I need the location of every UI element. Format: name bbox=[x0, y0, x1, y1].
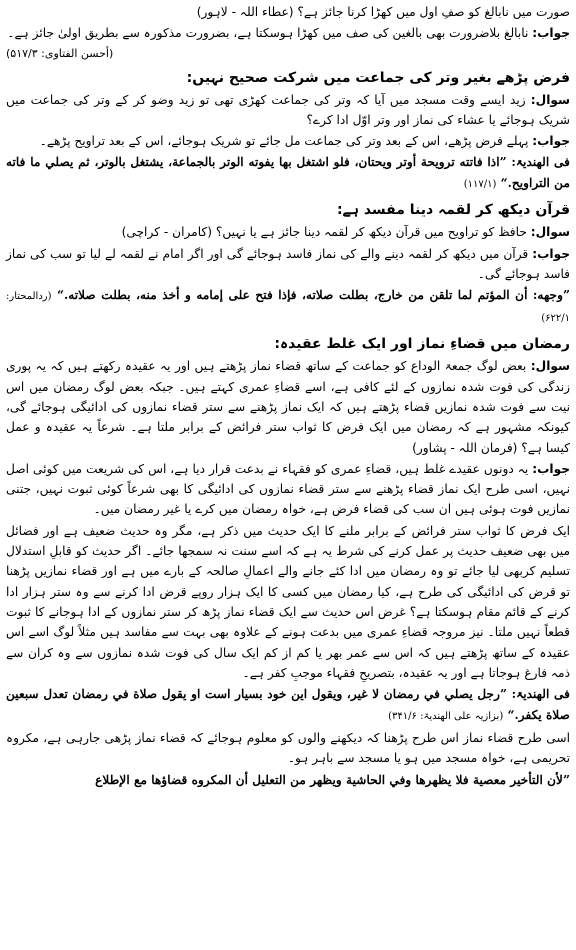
question-label: سوال: bbox=[530, 359, 571, 374]
citation-label: فی الھندیۃ: bbox=[511, 155, 570, 170]
document-page bbox=[6, 2, 570, 950]
question-label: سوال: bbox=[530, 92, 571, 107]
answer-text: پہلے فرض پڑھے، اس کے بعد وتر کی جماعت مل جائے تو شریک ہوجائے، اس کے بعد تراویح پڑھے۔ bbox=[39, 134, 529, 149]
answer-text: قرآن میں دیکھ کر لقمہ دینے والے کی نماز فاسد ہوجائے گی اور اگر امام نے لقمہ لے لیا تو سب کی نماز فاسد ہوجائے گی۔ bbox=[6, 246, 570, 282]
section3-heading: رمضان میں قضاءِ نماز اور ایک غلط عقیدہ: bbox=[274, 336, 570, 353]
section3-paragraph-2: اسی طرح قضاء نماز اس طرح پڑھنا کہ دیکھنے والوں کو معلوم ہوجائے کہ قضاء نماز پڑھی جارہی ہے، مکروہ تحریمی ہے، خواہ مسجد میں ہو یا مسجد سے باہر ہو۔ bbox=[6, 731, 570, 766]
section2-heading: قرآن دیکھ کر لقمہ دینا مفسد ہے: bbox=[336, 202, 570, 219]
section3-paragraph: ایک فرض کا ثواب ستر فرائض کے برابر ملنے کا ایک حدیث میں ذکر ہے، مگر وہ حدیث ضعیف ہے اور فضائل میں بھی ضعیف حدیث پر عمل کرنے کی شرط یہ ہے کہ اسے سنت نہ سمجھا جائے۔ اگر حدیث کو قابلِ استدلال تسلیم کربھی لیا جائے تو وہ رمضان میں ادا کئے جانے والے اعمالِ صالحہ کے بارے میں ہے اور قضاء نمازیں پڑھنا تو قرض کی ادائیگی کی طرح ہے، کیا رمضان میں کسی کا ایک ہزار روپے قرض ادا کرنے سے وہ ستر ہزار ادا کرنے کے قائم مقام ہوسکتا ہے؟ غرض اس حدیث سے ایک قضاء نماز پڑھ کر ستر نمازوں کے ادا ہوجانے کا ثبوت قطعاً نہیں ملتا۔ نیز مروجہ قضاءِ عمری میں بدعت ہونے کے علاوہ بھی بہت سے مفاسد ہیں مثلاً لوگ اسے اس عقیدہ کے ساتھ پڑھتے ہیں کہ اس سے عمر بھر یا کم از کم ایک سال کی فوت شدہ نمازوں سے وہ کران سے ذمہ فارغ ہوجاتا ہے اور یہ عقیدہ، بتصریحِ فقہاء موجبِ کفر ہے۔ bbox=[6, 523, 570, 680]
answer-label: جواب: bbox=[532, 246, 570, 261]
section1-answer bbox=[6, 131, 570, 151]
section1-question bbox=[6, 90, 570, 131]
citation-text: ”اذا فاتته ترويحة أوتر ويحتان، فلو اشتغل بها يفوته الوتر بالجماعة، يشتغل بالوتر، ثم يصلي ما فاته من التراويح.“ bbox=[6, 155, 570, 191]
answer-text: نابالغ بلاضرورت بھی بالغین کی صف میں کھڑا ہوسکتا ہے، بضرورت مذکورہ سے بطریق اولیٰ جائز ہے۔ bbox=[7, 26, 529, 41]
answer-label: جواب: bbox=[532, 134, 570, 149]
q1-answer bbox=[6, 23, 570, 43]
question-text: بعض لوگ جمعۃ الوداع کو جماعت کے ساتھ قضاء نماز پڑھتے ہیں اور یہ عقیدہ رکھتے ہیں کہ یہ پوری زندگی کی فوت شدہ نمازوں کے لئے کافی ہے، اسے قضاءِ عمری کہتے ہیں۔ جبکہ بعض لوگ رمضان میں اس نیت سے فوت شدہ نمازیں قضاء پڑھتے ہیں کہ ایک نماز پڑھنے سے ستر قضاء نمازوں کی ادائیگی ہوجائے گی، کیونکہ مشہور ہے کہ رمضان میں ایک فرض کا ثواب ستر فرائض کے برابر ملتا ہے۔ شرعاً یہ عقیدہ و عمل کیسا ہے؟ (فرمان اللہ - پشاور) bbox=[6, 359, 570, 455]
answer-label: جواب: bbox=[532, 26, 570, 41]
question-text: حافظ کو تراویح میں قرآن دیکھ کر لقمہ دینا جائز ہے یا نہیں؟ (کامران - کراچی) bbox=[121, 225, 527, 240]
section3-citation bbox=[6, 684, 570, 727]
section2-question bbox=[6, 222, 570, 242]
answer-label: جواب: bbox=[532, 461, 571, 476]
question-label: سوال: bbox=[530, 225, 570, 240]
question-text: زید ایسے وقت مسجد میں آیا کہ وتر کی جماعت کھڑی تھی تو زید وضو کر کے وتر کی جماعت میں شریک ہوجائے یا عشاء کی نماز اور وتر اوّل ادا کرے؟ bbox=[6, 92, 570, 127]
citation-ref: (۱۱۷/۱) bbox=[463, 179, 497, 191]
citation-text: ”وجهه: أن المؤتم لما تلقن من خارج، بطلت صلاته، فإذا فتح على إمامه و أخذ منه، بطلت صلاته.“ bbox=[56, 288, 570, 303]
q1-question: صورت میں نابالغ کو صفِ اول میں کھڑا کرنا جائز ہے؟ (عطاء اللہ - لاہور) bbox=[196, 5, 570, 19]
section3-answer bbox=[6, 459, 570, 520]
citation-ref: (بزازیہ علی الھندیۃ: ۳۴۱/۶) bbox=[388, 711, 504, 723]
section3-question bbox=[6, 356, 570, 457]
citation-ref: (ردالمحتار: ۶۲۲/۱) bbox=[6, 291, 570, 325]
section2-answer bbox=[6, 244, 570, 285]
section1-heading: فرض پڑھے بغیر وتر کی جماعت میں شرکت صحیح نہیں: bbox=[186, 69, 570, 86]
answer-text: یہ دونوں عقیدے غلط ہیں، قضاءِ عمری کو فقہاء نے بدعت قرار دیا ہے، اس کی شریعت میں کوئی اصل نہیں، اسی طرح ایک نماز قضاء پڑھنے سے ستر قضاء نمازوں کی ادائیگی کا بھی شرعاً کوئی ثبوت نہیں، جتنی نمازیں فوت ہوئی ہیں ان سب کی قضاء فرض ہے، خواہ رمضان میں کرے یا غیر رمضان میں۔ bbox=[6, 461, 570, 517]
q1-source: (أحسن الفتاوی: ۵۱۷/۳) bbox=[6, 46, 114, 60]
citation-label: فی الھندیۃ: bbox=[511, 687, 570, 702]
section1-citation bbox=[6, 152, 570, 195]
closing-citation: ”لأن التأخير معصية فلا يظهرها وفي الحاشية ويظهر من التعليل أن المكروه قضاؤها مع الإطلاع bbox=[95, 772, 570, 787]
section2-citation bbox=[6, 285, 570, 329]
citation-text: ”رجل يصلي في رمضان لا غير، ويقول اين خود بسيار است او يقول صلاة في رمضان تعدل سبعين صلاة يكفر.“ bbox=[6, 687, 570, 723]
